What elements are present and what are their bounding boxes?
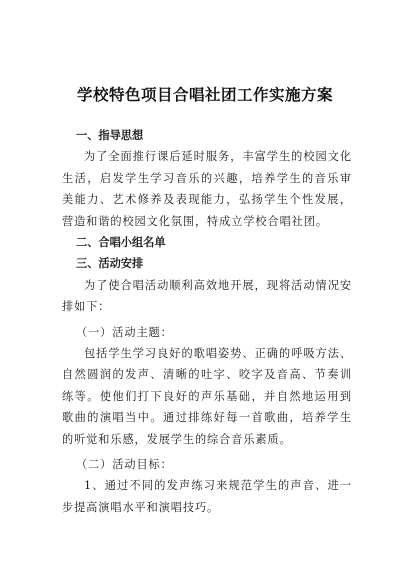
subsection-paragraph-activity-theme: 包括学生学习良好的歌唱姿势、正确的呼吸方法、自然圆润的发声、清晰的吐字、咬字及音高、节奏训练等。使他们打下良好的声乐基础，并自然地运用到歌曲的演唱当中。通过排练好每一首歌曲，培养学生的听觉和乐感，发展学生的综合音乐素质。 (62, 347, 352, 446)
section-heading-guiding-ideology: 一、指导思想 (76, 129, 144, 142)
section-heading-choir-roster: 二、合唱小组名单 (76, 236, 166, 250)
subsection-label-activity-goal: （二）活动目标： (76, 458, 173, 472)
document-body (62, 120, 352, 518)
section-heading-activity-arrangement: 三、活动安排 (76, 257, 144, 271)
section-paragraph-activity-arrangement: 为了使合唱活动顺利高效地开展，现将活动情况安排如下： (62, 278, 352, 314)
subsection-paragraph-activity-goal: 1、通过不同的发声练习来规范学生的声音、进一步提高演唱水平和演唱技巧。 (62, 479, 352, 514)
subsection-label-activity-theme: （一）活动主题： (76, 325, 173, 339)
document-title: 学校特色项目合唱社团工作实施方案 (76, 86, 333, 104)
section-paragraph-guiding-ideology: 为了全面推行课后延时服务，丰富学生的校园文化生活，启发学生学习音乐的兴趣，培养学生的音乐审美能力、艺术修养及表现能力，弘扬学生个性发展，营造和谐的校园文化氛围，特成立学校合唱社团。 (62, 150, 352, 228)
